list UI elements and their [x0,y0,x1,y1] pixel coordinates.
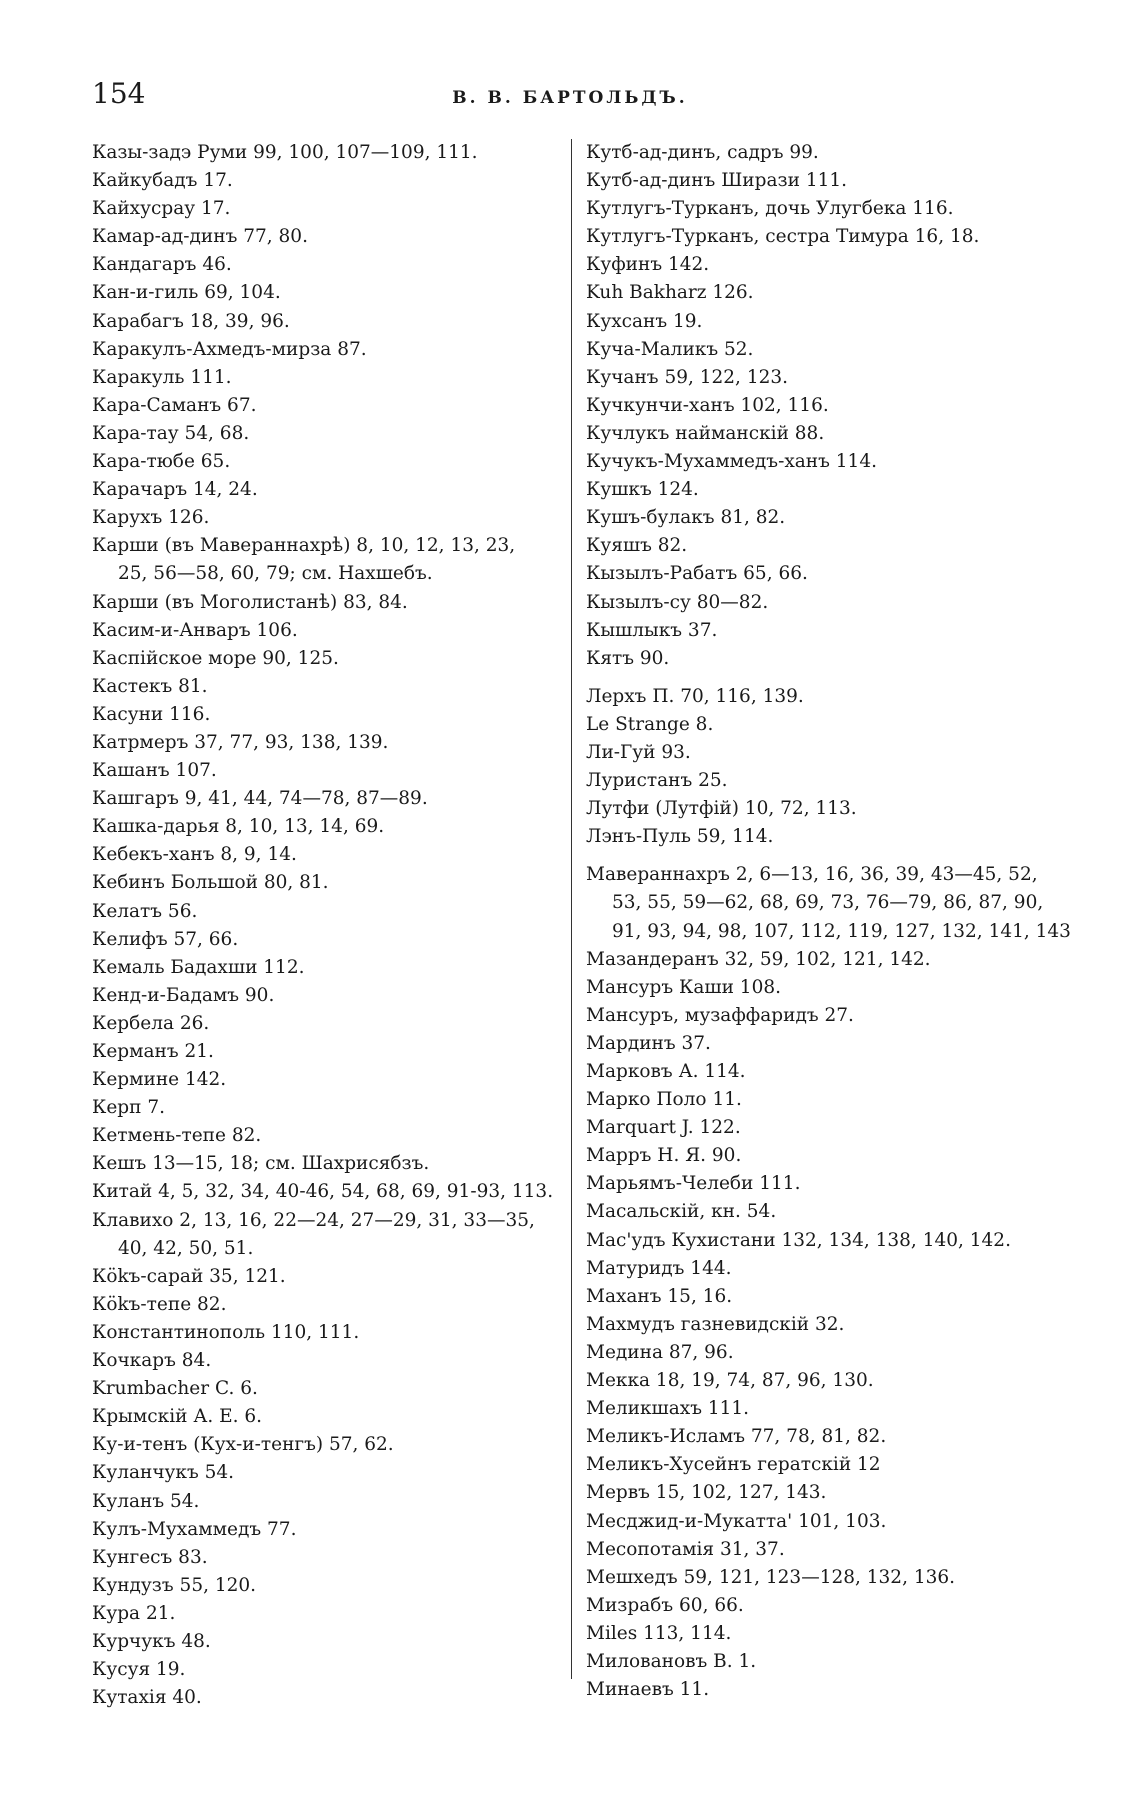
index-entry-text: Касуни 116. [92,703,211,725]
index-entry [92,701,562,729]
column-divider [571,139,572,1679]
index-entry [92,617,562,645]
index-entry-text: Ку-и-тенъ (Кух-и-тенгъ) 57, 62. [92,1434,394,1456]
index-entry [586,974,1056,1002]
index-entry [92,1628,562,1656]
index-entry [586,1311,1056,1339]
index-entry [586,1423,1056,1451]
index-entry [92,757,562,785]
index-entry-text: Масальскій, кн. 54. [586,1201,777,1223]
index-entry-text: Куланчукъ 54. [92,1462,235,1484]
index-entry-continuation: 25, 56—58, 60, 79; см. Нахшебъ. [118,563,433,585]
index-entry [92,1347,562,1375]
index-entry [92,1600,562,1628]
index-entry [92,785,562,813]
index-entry [586,560,1056,588]
index-entry [92,1207,562,1263]
index-entry-text: Меликшахъ 111. [586,1398,750,1420]
index-entry-text: Лутфи (Лутфій) 10, 72, 113. [586,798,857,820]
index-entry-text: Кочкаръ 84. [92,1350,212,1372]
index-entry-text: Kuh Bakharz 126. [586,282,754,304]
index-entry-text: Луристанъ 25. [586,770,728,792]
index-entry-text: Марко Поло 11. [586,1089,742,1111]
index-entry [92,1375,562,1403]
index-entry-text: Мардинъ 37. [586,1032,711,1054]
index-entry [586,1451,1056,1479]
index-entry [92,420,562,448]
index-entry [586,1564,1056,1592]
index-entry-text: Лерхъ П. 70, 116, 139. [586,685,804,707]
index-entry [92,1516,562,1544]
index-entry-text: Каракуль 111. [92,366,232,388]
index-entry [92,1066,562,1094]
index-entry [586,504,1056,532]
index-entry [586,1086,1056,1114]
index-entry-text: Китай 4, 5, 32, 34, 40-46, 54, 68, 69, 91-93, 113. [92,1181,554,1203]
index-entry-text: Кетмень-тепе 82. [92,1125,262,1147]
index-entry [92,1319,562,1347]
index-entry-text: Miles 113, 114. [586,1622,732,1644]
index-entry-text: Кербела 26. [92,1012,210,1034]
index-entry-text: Кусуя 19. [92,1659,186,1681]
index-entry-text: Кятъ 90. [586,647,670,669]
index-entry [92,982,562,1010]
index-entry [586,532,1056,560]
index-entry [92,954,562,982]
index-entry-text: Кебекъ-ханъ 8, 9, 14. [92,844,297,866]
index-entry [586,1227,1056,1255]
index-entry [586,645,1056,673]
index-entry-text: Мазандеранъ 32, 59, 102, 121, 142. [586,948,931,970]
running-title: В. В. БАРТОЛЬДЪ. [452,88,688,108]
index-entry-text: Матуридъ 144. [586,1257,732,1279]
index-entry [586,1367,1056,1395]
index-entry [586,739,1056,767]
index-entry [586,711,1056,739]
index-entry-text: Казы-задэ Руми 99, 100, 107—109, 111. [92,142,478,163]
index-entry-text: Касим-и-Анваръ 106. [92,619,298,641]
index-entry [586,1283,1056,1311]
index-entry [586,1620,1056,1648]
index-entry [586,1648,1056,1676]
index-entry [586,589,1056,617]
index-entry [586,823,1056,851]
index-entry-text: Мекка 18, 19, 74, 87, 96, 130. [586,1370,874,1392]
index-entry [92,167,562,195]
index-entry [92,869,562,897]
index-entry [92,1488,562,1516]
index-entry-continuation: 91, 93, 94, 98, 107, 112, 119, 127, 132, 141, 143 [612,920,1071,942]
index-entry [586,1114,1056,1142]
index-entry [92,1459,562,1487]
index-entry-text: Кышлыкъ 37. [586,619,718,641]
index-entry-text: Marquart J. 122. [586,1117,741,1139]
index-entry-text: Маханъ 15, 16. [586,1285,733,1307]
index-entry-text: Месопотамія 31, 37. [586,1538,785,1560]
index-entry [92,448,562,476]
index-entry-text: Кенд-и-Бадамъ 90. [92,984,275,1006]
index-entry-text: Кушъ-булакъ 81, 82. [586,507,786,529]
index-entry [92,813,562,841]
index-entry [586,308,1056,336]
index-entry [586,767,1056,795]
index-entry-text: Кемаль Бадахши 112. [92,956,305,978]
index-entry-text: Куфинъ 142. [586,254,710,276]
index-entry [92,476,562,504]
index-entry-text: Курчукъ 48. [92,1630,211,1652]
index-entry [92,279,562,307]
index-entry [586,617,1056,645]
index-entry-text: Карши (въ Мавераннахрѣ) 8, 10, 12, 13, 23, [92,535,516,557]
index-entry [586,1536,1056,1564]
index-entry [92,1656,562,1684]
index-entry-text: Кешъ 13—15, 18; см. Шахрисябзъ. [92,1153,430,1175]
index-entry-text: Марковъ А. 114. [586,1061,746,1082]
index-entry [586,195,1056,223]
index-entry-text: Мизрабъ 60, 66. [586,1594,744,1616]
index-entry-text: Кушкъ 124. [586,479,699,501]
index-entry-text: Меликъ-Хусейнъ гератскій 12 [586,1454,881,1476]
index-entry-text: Катрмеръ 37, 77, 93, 138, 139. [92,731,389,753]
index-entry [92,645,562,673]
index-entry [586,364,1056,392]
index-entry-text: Кучанъ 59, 122, 123. [586,366,789,388]
index-entry-text: Марьямъ-Челеби 111. [586,1173,801,1195]
index-entry-text: Камар-ад-динъ 77, 80. [92,226,308,248]
index-entry-text: Медина 87, 96. [586,1341,734,1363]
index-entry-text: Кебинъ Большой 80, 81. [92,872,329,894]
index-entry-text: Крымскій А. Е. 6. [92,1406,263,1428]
index-entry [586,448,1056,476]
page-number: 154 [92,77,146,110]
index-entry-text: Миловановъ В. 1. [586,1650,757,1672]
index-entry [92,926,562,954]
index-entry-text: Мансуръ, музаффаридъ 27. [586,1004,854,1026]
index-entry-text: Келатъ 56. [92,900,198,922]
index-entry-text: Кутлугъ-Турканъ, дочь Улугбека 116. [586,198,954,220]
index-entry [92,1094,562,1122]
index-entry-text: Кулъ-Мухаммедъ 77. [92,1518,297,1540]
index-entry-text: Мешхедъ 59, 121, 123—128, 132, 136. [586,1566,956,1588]
index-entry-text: Каракулъ-Ахмедъ-мирза 87. [92,338,367,360]
index-entry-text: Кастекъ 81. [92,675,208,697]
index-entry [586,336,1056,364]
index-entry [586,392,1056,420]
index-entry-continuation: 53, 55, 59—62, 68, 69, 73, 76—79, 86, 87, 90, [612,892,1044,914]
index-entry-text: Меликъ-Исламъ 77, 78, 81, 82. [586,1426,887,1448]
index-entry [92,1122,562,1150]
index-entry [92,1038,562,1066]
index-entry-text: Кутб-ад-динъ, садръ 99. [586,142,819,163]
index-entry [586,1339,1056,1367]
index-entry-text: Карши (въ Моголистанѣ) 83, 84. [92,591,408,613]
index-entry-text: Каспійское море 90, 125. [92,647,339,669]
index-entry [92,195,562,223]
index-entry [586,1395,1056,1423]
index-entry-text: Клавихо 2, 13, 16, 22—24, 27—29, 31, 33—35, [92,1209,535,1231]
index-entry [586,223,1056,251]
index-entry-text: Кучкунчи-ханъ 102, 116. [586,394,829,416]
index-entry [586,1002,1056,1030]
index-entry [92,1150,562,1178]
index-entry-text: Кашанъ 107. [92,760,217,782]
index-entry-text: Карабагъ 18, 39, 96. [92,310,290,332]
index-entry [92,1178,562,1206]
index-entry-text: Кашка-дарья 8, 10, 13, 14, 69. [92,816,385,838]
index-entry-text: Кундузъ 55, 120. [92,1574,257,1596]
index-entry [92,139,562,167]
index-column-right [586,139,1071,1704]
index-entry [586,861,1071,945]
index-entry [92,898,562,926]
index-entry-text: Кара-Саманъ 67. [92,394,257,416]
index-entry [92,336,562,364]
index-entry-text: Мансуръ Каши 108. [586,976,781,998]
index-entry [92,251,562,279]
index-entry-text: Куяшъ 82. [586,535,688,557]
index-entry-text: Кутб-ад-динъ Ширази 111. [586,170,848,192]
index-entry-text: Кутлугъ-Турканъ, сестра Тимура 16, 18. [586,226,980,248]
index-entry-text: Кызылъ-су 80—82. [586,591,769,613]
index-entry [586,1592,1056,1620]
index-entry-text: Куча-Маликъ 52. [586,338,754,360]
index-entry [92,1291,562,1319]
index-entry [586,946,1056,974]
index-entry [586,476,1056,504]
index-entry [586,1479,1056,1507]
index-entry [586,1170,1056,1198]
index-entry [92,1431,562,1459]
index-entry-text: Le Strange 8. [586,713,714,735]
index-entry [586,1058,1056,1086]
index-entry-text: Кара-тюбе 65. [92,451,231,473]
index-entry-text: Карухъ 126. [92,507,210,529]
index-entry [586,1255,1056,1283]
index-entry [92,364,562,392]
index-entry [92,308,562,336]
index-entry [586,683,1056,711]
index-entry-text: Мервъ 15, 102, 127, 143. [586,1482,827,1504]
index-entry [586,1198,1056,1226]
index-entry-text: Кандагаръ 46. [92,254,232,276]
index-entry [586,420,1056,448]
index-entry-text: Месджид-и-Мукатта' 101, 103. [586,1510,887,1532]
index-entry [586,1142,1056,1170]
index-entry [92,1544,562,1572]
index-entry-text: Krumbacher C. 6. [92,1378,258,1400]
index-entry [586,139,1056,167]
index-entry [92,841,562,869]
index-entry-text: Керманъ 21. [92,1041,214,1062]
index-entry [92,1403,562,1431]
index-entry [92,729,562,757]
index-entry [586,167,1056,195]
index-entry [586,279,1056,307]
index-entry-text: Келифъ 57, 66. [92,928,239,950]
index-entry-text: Кермине 142. [92,1069,227,1091]
index-entry-text: Кайкубадъ 17. [92,170,233,192]
index-entry [92,1572,562,1600]
index-entry-text: Кайхусрау 17. [92,198,231,220]
index-entry [586,1676,1056,1704]
index-entry-text: Кökъ-сарай 35, 121. [92,1265,286,1287]
index-entry-text: Кучукъ-Мухаммедъ-ханъ 114. [586,451,877,473]
index-entry [586,1508,1056,1536]
index-entry-text: Константинополь 110, 111. [92,1321,360,1343]
index-entry-text: Кухсанъ 19. [586,310,703,332]
index-entry-text: Минаевъ 11. [586,1679,710,1701]
index-entry [92,1263,562,1291]
index-entry-text: Кызылъ-Рабатъ 65, 66. [586,563,808,585]
index-entry-continuation: 40, 42, 50, 51. [118,1237,254,1259]
index-entry-text: Кашгаръ 9, 41, 44, 74—78, 87—89. [92,788,428,810]
index-entry-text: Кура 21. [92,1602,176,1624]
index-entry-text: Лэнъ-Пуль 59, 114. [586,826,774,848]
index-column-left [92,139,562,1712]
index-entry-text: Ли-Гуй 93. [586,741,691,763]
index-entry-text: Мас'удъ Кухистани 132, 134, 138, 140, 142. [586,1229,1011,1251]
index-entry-text: Кökъ-тепе 82. [92,1293,227,1315]
index-entry [92,1010,562,1038]
index-entry [92,1684,562,1712]
index-entry-text: Кан-и-гиль 69, 104. [92,282,281,304]
index-entry-text: Кара-тау 54, 68. [92,422,250,444]
index-entry-text: Кутахія 40. [92,1687,202,1709]
index-entry [586,251,1056,279]
index-entry-text: Кунгесъ 83. [92,1546,208,1568]
index-entry [586,1030,1056,1058]
index-entry-text: Марръ Н. Я. 90. [586,1145,742,1167]
index-entry [92,392,562,420]
index-entry [92,589,562,617]
index-entry-text: Мавераннахръ 2, 6—13, 16, 36, 39, 43—45, 52, [586,864,1038,886]
index-entry [92,673,562,701]
index-entry [586,795,1056,823]
index-entry-text: Кучлукъ найманскій 88. [586,422,825,444]
index-entry-text: Керп 7. [92,1097,165,1119]
index-entry [92,504,562,532]
index-entry [92,223,562,251]
index-entry [92,532,562,588]
index-entry-text: Карачаръ 14, 24. [92,479,258,501]
index-entry-text: Куланъ 54. [92,1490,200,1512]
index-entry-text: Махмудъ газневидскій 32. [586,1313,845,1335]
